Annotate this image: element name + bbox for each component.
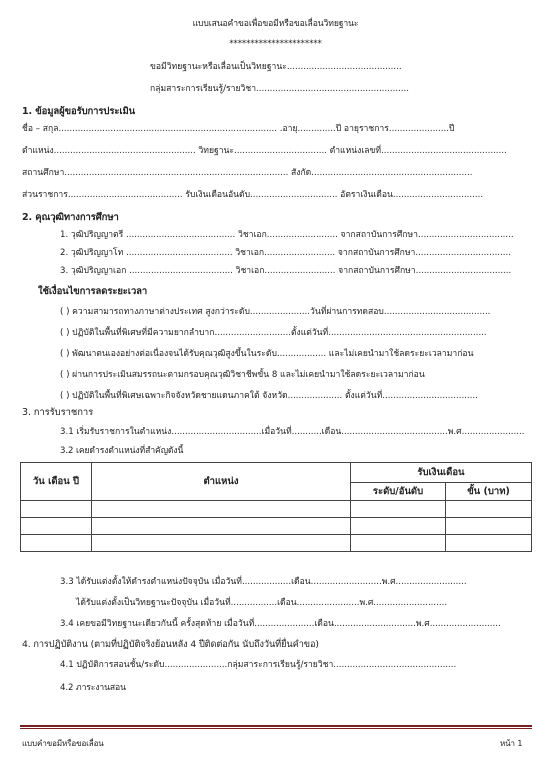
degree-master-field[interactable]: 2. วุฒิปริญญาโท ....................................... วิชาเอก.......................... จากสถาบันการศึกษา................................... xyxy=(60,248,511,258)
table-row[interactable] xyxy=(21,501,532,518)
option-hardship-area[interactable]: ( ) ปฏิบัติในพื้นที่พิเศษที่มีความยากลำบาก............................ตั้งแต่วันที่.......................................................... xyxy=(60,328,487,338)
option-language[interactable]: ( ) ความสามารถทางภาษาต่างประเทศ สูงกว่าระดับ......................วันที่ผ่านการทดสอบ....................................... xyxy=(60,307,491,317)
col-position-header: ตำแหน่ง xyxy=(92,463,351,501)
position-field[interactable]: ตำแหน่ง.................................................... วิทยฐานะ.................................. ตำแหน่งเลขที่.............................................. xyxy=(22,146,507,156)
option-competency[interactable]: ( ) ผ่านการประเมินสมรรถนะตามกรอบคุณวุฒิวิชาชีพขั้น 8 และไม่เคยนำมาใช้ลดระยะเวลามาก่อน xyxy=(60,370,425,380)
col-salary-header: รับเงินเดือน xyxy=(351,463,532,483)
name-age-field[interactable]: ชื่อ – สกุล................................................................................ .อายุ..............ปี อายุราชการ......................ปี xyxy=(22,124,455,134)
previous-request-field[interactable]: 3.4 เคยขอมีวิทยฐานะเดียวกันนี้ ครั้งสุดท้าย เมื่อวันที่......................เดือน..............................พ.ศ.......................... xyxy=(60,619,501,629)
option-higher-degree[interactable]: ( ) พัฒนาตนเองอย่างต่อเนื่องจนได้รับคุณวุฒิสูงขึ้นในระดับ.................. และไม่เคยนำมาใช้ลดระยะเวลามาก่อน xyxy=(60,349,474,359)
agency-field[interactable]: ส่วนราชการ.......................................... รับเงินเดือนอันดับ................................ อัตราเงินเดือน................................. xyxy=(22,190,484,200)
table-row[interactable] xyxy=(21,518,532,535)
subject-group-field[interactable]: กลุ่มสาระการเรียนรู้/รายวิชา........................................................ xyxy=(150,84,409,94)
form-title: แบบเสนอคำขอเพื่อขอมีหรือขอเลื่อนวิทยฐานะ xyxy=(192,19,359,29)
positions-held-label: 3.2 เคยดำรงตำแหน่งที่สำคัญดังนี้ xyxy=(60,446,184,456)
option-southern-border[interactable]: ( ) ปฏิบัติในพื้นที่พิเศษเฉพาะกิจจังหวัดชายแดนภาคใต้ จังหวัด.................... ตั้งแต่วันที่................................... xyxy=(60,391,478,401)
footer-rule xyxy=(20,725,532,727)
degree-bachelor-field[interactable]: 1. วุฒิปริญญาตรี ........................................ วิชาเอก.......................... จากสถาบันการศึกษา................................... xyxy=(60,230,514,240)
reduce-time-heading: ใช้เงื่อนไขการลดระยะเวลา xyxy=(38,286,148,297)
section-3-heading: 3. การรับราชการ xyxy=(22,407,94,418)
col-date-header: วัน เดือน ปี xyxy=(21,463,92,501)
section-4-heading: 4. การปฏิบัติงาน (ตามที่ปฏิบัติจริงย้อนหลัง 4 ปีติดต่อกัน นับถึงวันที่ยื่นคำขอ) xyxy=(22,639,319,650)
school-field[interactable]: สถานศึกษา.................................................................................. สังกัด........................................................... xyxy=(22,168,473,178)
rank-field[interactable]: ขอมีวิทยฐานะหรือเลื่อนเป็นวิทยฐานะ.......................................... xyxy=(150,62,402,72)
page-number: หน้า 1 xyxy=(500,739,523,748)
table-row[interactable] xyxy=(21,535,532,552)
section-2-heading: 2. คุณวุฒิทางการศึกษา xyxy=(22,212,119,223)
teaching-level-field[interactable]: 4.1 ปฏิบัติการสอนชั้น/ระดับ.......................กลุ่มสาระการเรียนรู้/รายวิชา............................................. xyxy=(60,660,457,670)
teaching-load-label: 4.2 ภาระงานสอน xyxy=(60,683,126,693)
degree-doctor-field[interactable]: 3. วุฒิปริญญาเอก ...................................... วิชาเอก.......................... จากสถาบันการศึกษา................................... xyxy=(60,266,512,276)
footer-form-name: แบบคำขอมีหรือขอเลื่อน xyxy=(22,739,104,748)
title-stars: ********************** xyxy=(229,39,322,49)
col-level-header: ระดับ/อันดับ xyxy=(351,483,446,501)
col-step-header: ขั้น (บาท) xyxy=(446,483,532,501)
service-start-field[interactable]: 3.1 เริ่มรับราชการในตำแหน่ง.................................เมื่อวันที่...........เดือน.......................................พ.ศ....................... xyxy=(60,427,525,437)
footer-rule-thin xyxy=(20,728,532,729)
current-position-field[interactable]: 3.3 ได้รับแต่งตั้งให้ดำรงตำแหน่งปัจจุบัน เมื่อวันที่..................เดือน..........................พ.ศ.......................... xyxy=(60,577,467,587)
current-rank-field[interactable]: ได้รับแต่งตั้งเป็นวิทยฐานะปัจจุบัน เมื่อวันที่.................เดือน.......................พ.ศ........................... xyxy=(76,598,448,608)
section-1-heading: 1. ข้อมูลผู้ขอรับการประเมิน xyxy=(22,106,136,117)
positions-table xyxy=(20,462,532,552)
